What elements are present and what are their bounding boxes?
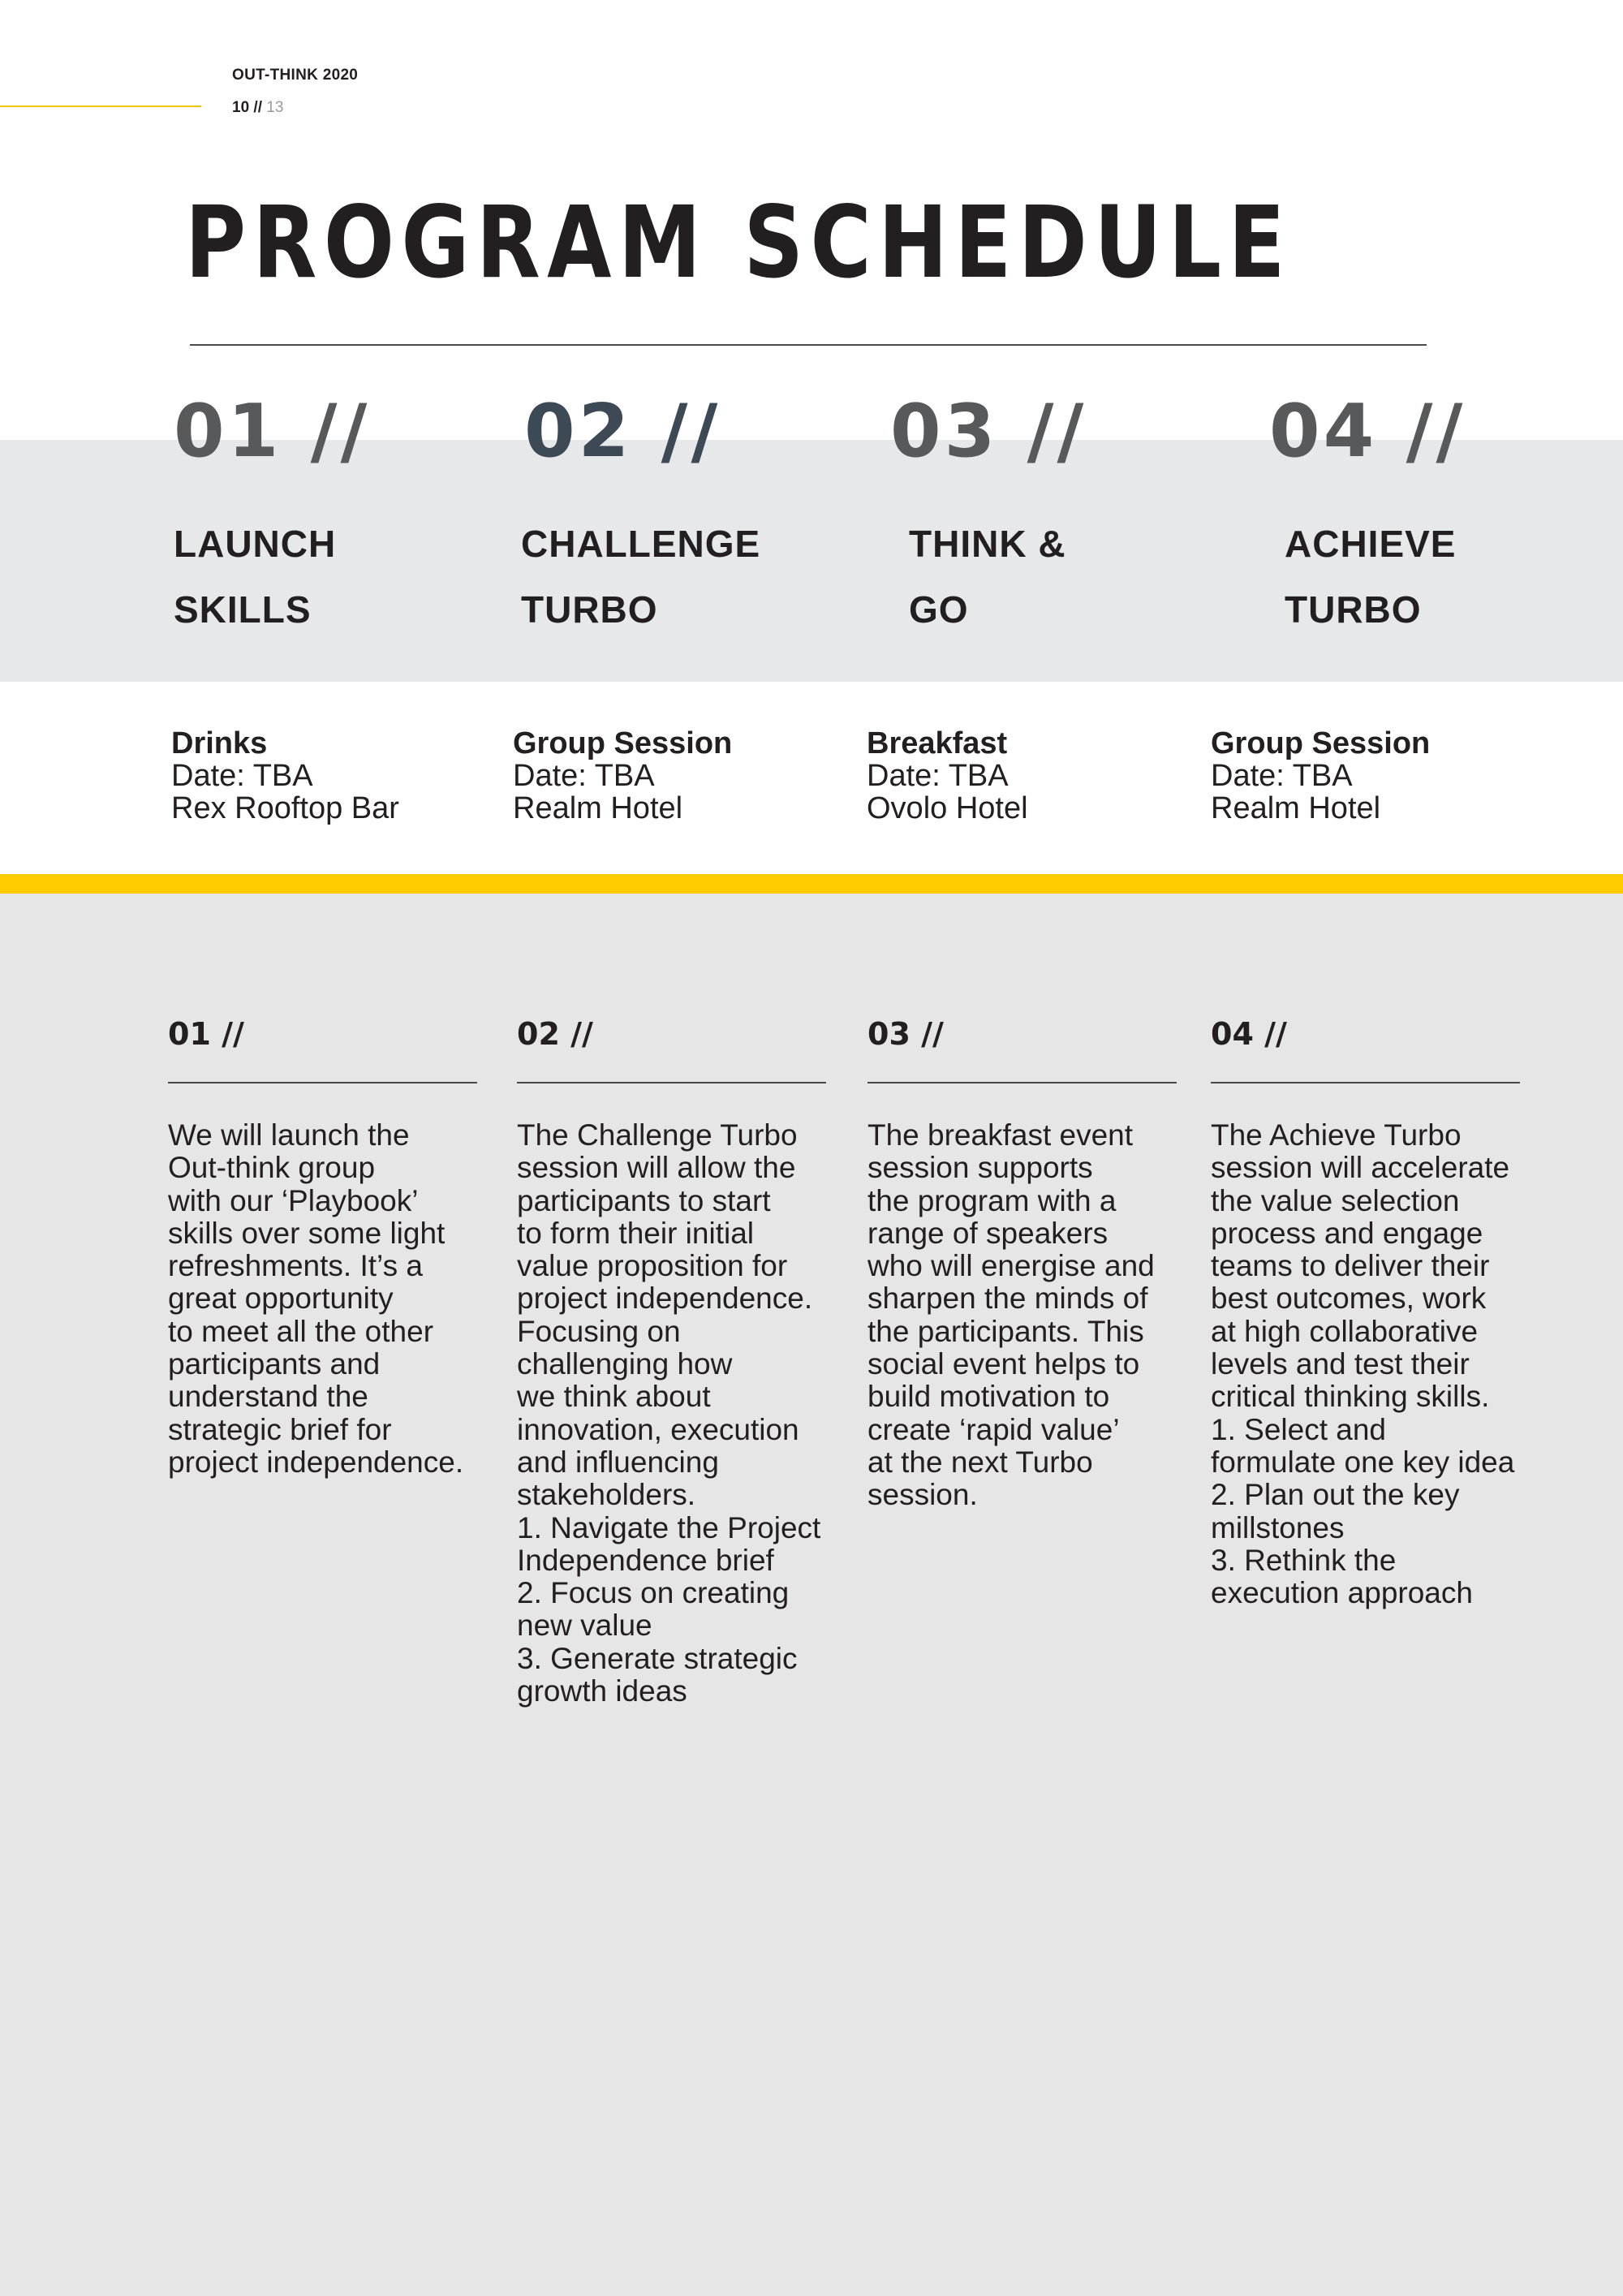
stage-name-4-line1: ACHIEVE	[1285, 523, 1457, 565]
stage-name-4-line2: TURBO	[1285, 588, 1422, 631]
stage-name-1-line1: LAUNCH	[174, 523, 337, 565]
page-title: PROGRAM SCHEDULE	[185, 185, 1292, 300]
detail-heading-1: 01 //	[168, 1016, 244, 1052]
event-type: Breakfast	[867, 726, 1008, 760]
event-2	[513, 727, 732, 825]
event-1	[171, 727, 399, 825]
stage-number-3: 03 //	[890, 389, 1087, 474]
event-date: Date: TBA	[513, 759, 655, 793]
event-date: Date: TBA	[867, 759, 1009, 793]
detail-rule-4	[1211, 1082, 1520, 1083]
document-title: OUT-THINK 2020	[232, 67, 359, 84]
page-current: 10	[232, 99, 250, 116]
event-3	[867, 727, 1028, 825]
event-type: Drinks	[171, 726, 268, 760]
detail-heading-4: 04 //	[1211, 1016, 1287, 1052]
event-type: Group Session	[1211, 726, 1431, 760]
event-type: Group Session	[513, 726, 733, 760]
detail-body-2: The Challenge Turbo session will allow the participants to start to form their initial value proposition for project independence. Focusing on challenging how we think about innovation, execution and influencing stakeholders. 1. Navigate the Project Independence brief 2. Focus on creating new value 3. Generate strategic growth ideas	[517, 1118, 821, 1708]
detail-rule-3	[867, 1082, 1177, 1083]
event-date: Date: TBA	[171, 759, 313, 793]
event-date: Date: TBA	[1211, 759, 1353, 793]
event-venue: Ovolo Hotel	[867, 791, 1028, 825]
event-venue: Rex Rooftop Bar	[171, 791, 399, 825]
stage-number-4: 04 //	[1269, 389, 1466, 474]
detail-body-4: The Achieve Turbo session will accelerate the value selection process and engage teams to deliver their best outcomes, work at high collaborative levels and test their critical thinking skills. 1. Select and formulate one key idea 2. Plan out the key millstones 3. Rethink the execution approach	[1211, 1118, 1515, 1610]
page-total: 13	[266, 99, 284, 116]
detail-heading-3: 03 //	[867, 1016, 944, 1052]
stage-name-1	[174, 511, 336, 643]
title-divider	[190, 344, 1427, 346]
stage-name-3-line1: THINK &	[909, 523, 1066, 565]
detail-body-3: The breakfast event session supports the program with a range of speakers who will energise and sharpen the minds of the participants. This social event helps to build motivation to create ‘rapid value’ at the next Turbo session.	[867, 1118, 1155, 1512]
detail-heading-2: 02 //	[517, 1016, 593, 1052]
stage-name-3-line2: GO	[909, 588, 969, 631]
event-venue: Realm Hotel	[1211, 791, 1381, 825]
stage-name-2	[521, 511, 760, 643]
page-indicator	[232, 99, 283, 117]
stage-name-3	[909, 511, 1066, 643]
stage-name-2-line1: CHALLENGE	[521, 523, 761, 565]
detail-rule-2	[517, 1082, 826, 1083]
stage-name-1-line2: SKILLS	[174, 588, 312, 631]
event-venue: Realm Hotel	[513, 791, 683, 825]
event-4	[1211, 727, 1430, 825]
page-separator: //	[249, 99, 267, 116]
detail-rule-1	[168, 1082, 477, 1083]
stage-number-2: 02 //	[524, 389, 721, 474]
stage-number-1: 01 //	[174, 389, 371, 474]
header-accent-line	[0, 106, 201, 107]
detail-body-1: We will launch the Out-think group with our ‘Playbook’ skills over some light refreshments. It’s a great opportunity to meet all the other participants and understand the strategic brief for project independence.	[168, 1118, 464, 1479]
stage-name-2-line2: TURBO	[521, 588, 658, 631]
yellow-divider-bar	[0, 874, 1623, 894]
stage-name-4	[1285, 511, 1456, 643]
